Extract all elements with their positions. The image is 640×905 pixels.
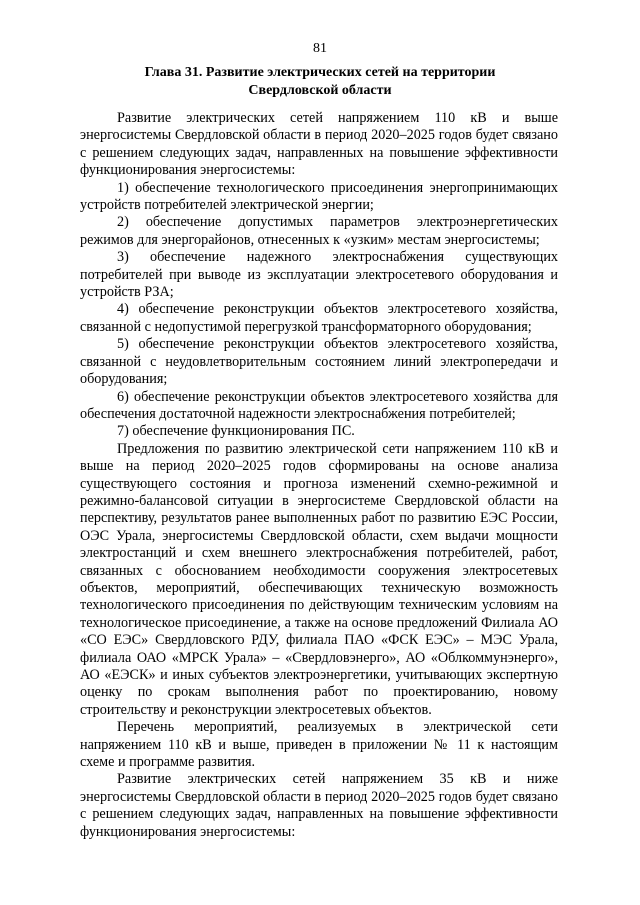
list-item-7: 7) обеспечение функционирования ПС. — [117, 423, 355, 440]
page-number: 81 — [313, 41, 327, 56]
chapter-title: Глава 31. Развитие электрических сетей на территории Свердловской области — [144, 65, 496, 98]
paragraph-measures-list: Перечень мероприятий, реализуемых в электрической сети напряжением 110 кВ и выше, приведен в приложении № 11 к настоящим схеме и программе развития. — [80, 719, 558, 771]
paragraph-proposals: Предложения по развитию электрической сети напряжением 110 кВ и выше на период 2020–2025 годов сформированы на основе анализа существующего состояния и прогноза изменений схемно-режимной и режимно-балансовой ситуации в энергосистеме Свердловской области на перспективу, результатов ранее выполненных работ по развитию ЕЭС России, ОЭС Урала, энергосистемы Свердловской области, схем выдачи мощности электростанций и схем внешнего электроснабжения потребителей, работ, связанных с обоснованием необходимости сооружения электросетевых объектов, мероприятий, обеспечивающих техническую возможность технологического присоединения по действующим техническим условиям на технологическое присоединение, а также на основе предложений Филиала АО «СО ЕЭС» Свердловского РДУ, филиала ПАО «ФСК ЕЭС» – МЭС Урала, филиала ОАО «МРСК Урала» – «Свердловэнерго», АО «Облкоммунэнерго», АО «ЕЭСК» и иных субъектов электроэнергетики, учитывающих экспертную оценку по срокам выполнения работ по проектированию, новому строительству и реконструкции электросетевых объектов. — [80, 440, 558, 718]
paragraph-intro: Развитие электрических сетей напряжением 110 кВ и выше энергосистемы Свердловской области в период 2020–2025 годов будет связано с решением следующих задач, направленных на повышение эффективности функционирования энергосистемы: — [80, 110, 558, 179]
list-item-5: 5) обеспечение реконструкции объектов электросетевого хозяйства, связанной с неудовлетворительным состоянием линий электропередачи и оборудования; — [80, 336, 558, 388]
list-item-6: 6) обеспечение реконструкции объектов электросетевого хозяйства для обеспечения достаточной надежности электроснабжения потребителей; — [80, 388, 558, 422]
list-item-1: 1) обеспечение технологического присоединения энергопринимающих устройств потребителей электрической энергии; — [80, 179, 558, 214]
list-item-3: 3) обеспечение надежного электроснабжения существующих потребителей при выводе из эксплуатации электросетевого оборудования и устройств РЗА; — [80, 249, 558, 301]
list-item-2: 2) обеспечение допустимых параметров электроэнергетических режимов для энергорайонов, отнесенных к «узким» местам энергосистемы; — [80, 214, 558, 248]
body-text — [80, 110, 558, 841]
list-item-4: 4) обеспечение реконструкции объектов электросетевого хозяйства, связанной с недопустимой перегрузкой трансформаторного оборудования; — [80, 301, 558, 335]
paragraph-35kv-development: Развитие электрических сетей напряжением 35 кВ и ниже энергосистемы Свердловской области в период 2020–2025 годов будет связано с решением следующих задач, направленных на повышение эффективности функционирования энергосистемы: — [80, 771, 558, 840]
